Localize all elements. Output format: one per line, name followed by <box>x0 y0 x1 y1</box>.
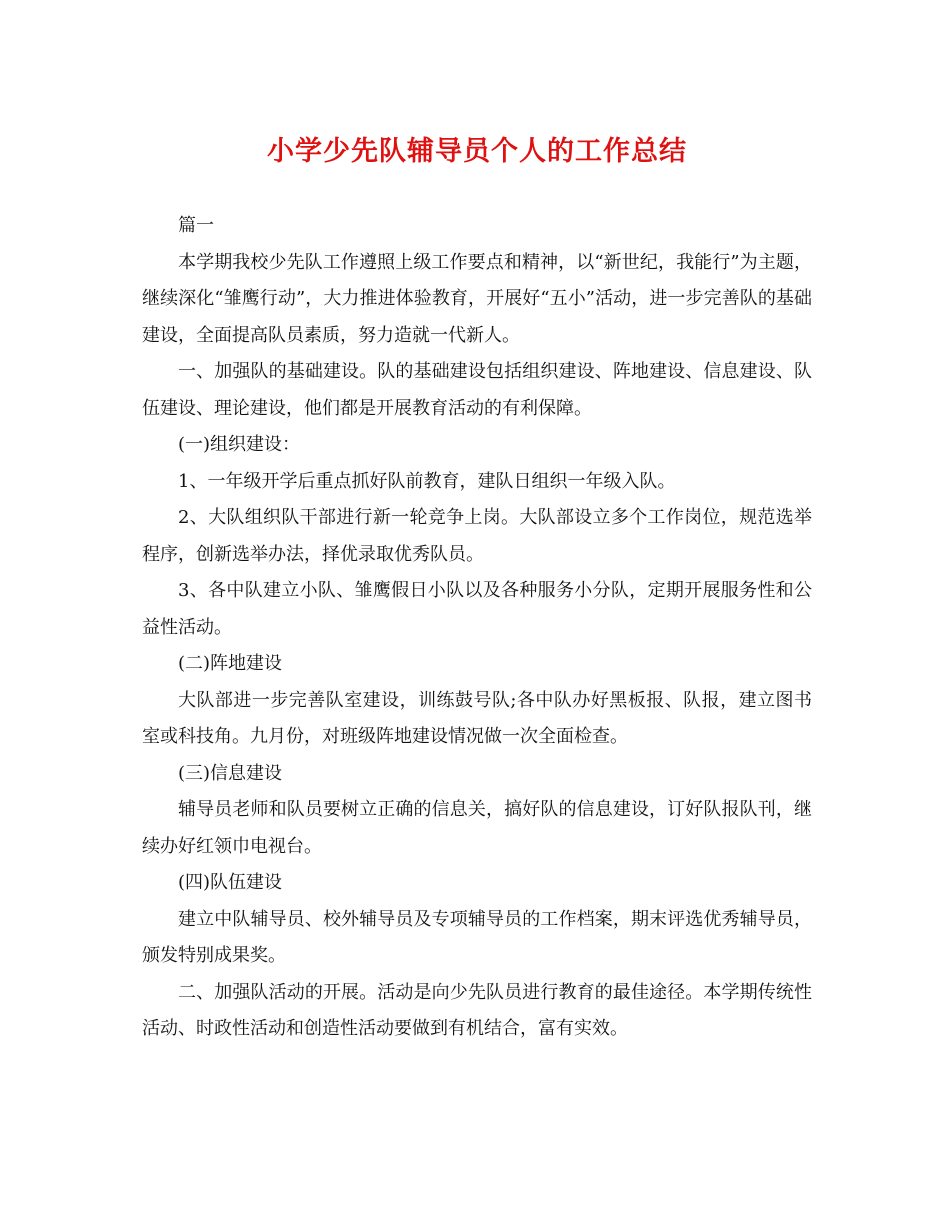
paragraph: 辅导员老师和队员要树立正确的信息关，搞好队的信息建设，订好队报队刊，继续办好红领巾电视台。 <box>142 799 812 857</box>
paragraph: (四)队伍建设 <box>178 872 283 893</box>
paragraph: 篇一 <box>178 215 214 236</box>
paragraph: 1、一年级开学后重点抓好队前教育，建队日组织一年级入队。 <box>178 470 676 492</box>
paragraph: (三)信息建设 <box>178 762 283 784</box>
paragraph: (二)阵地建设 <box>178 653 283 674</box>
document-title: 小学少先队辅导员个人的工作总结 <box>267 136 687 167</box>
paragraph: 一、加强队的基础建设。队的基础建设包括组织建设、阵地建设、信息建设、队伍建设、理论建设，他们都是开展教育活动的有利保障。 <box>142 361 812 419</box>
paragraph: 3、各中队建立小队、雏鹰假日小队以及各种服务小分队，定期开展服务性和公益性活动。 <box>142 580 812 638</box>
document-body <box>142 208 812 1048</box>
paragraph: (一)组织建设： <box>178 434 301 455</box>
paragraph: 建立中队辅导员、校外辅导员及专项辅导员的工作档案，期末评选优秀辅导员，颁发特别成果奖。 <box>142 908 812 966</box>
document-page <box>142 128 812 1048</box>
paragraph: 大队部进一步完善队室建设，训练鼓号队;各中队办好黑板报、队报，建立图书室或科技角。九月份，对班级阵地建设情况做一次全面检查。 <box>142 689 812 747</box>
paragraph: 二、加强队活动的开展。活动是向少先队员进行教育的最佳途径。本学期传统性活动、时政性活动和创造性活动要做到有机结合，富有实效。 <box>142 981 812 1039</box>
paragraph: 本学期我校少先队工作遵照上级工作要点和精神，以“新世纪，我能行”为主题，继续深化“雏鹰行动”，大力推进体验教育，开展好“五小”活动，进一步完善队的基础建设，全面提高队员素质，努力造就一代新人。 <box>142 251 812 346</box>
paragraph: 2、大队组织队干部进行新一轮竞争上岗。大队部设立多个工作岗位，规范选举程序，创新选举办法，择优录取优秀队员。 <box>142 507 812 565</box>
